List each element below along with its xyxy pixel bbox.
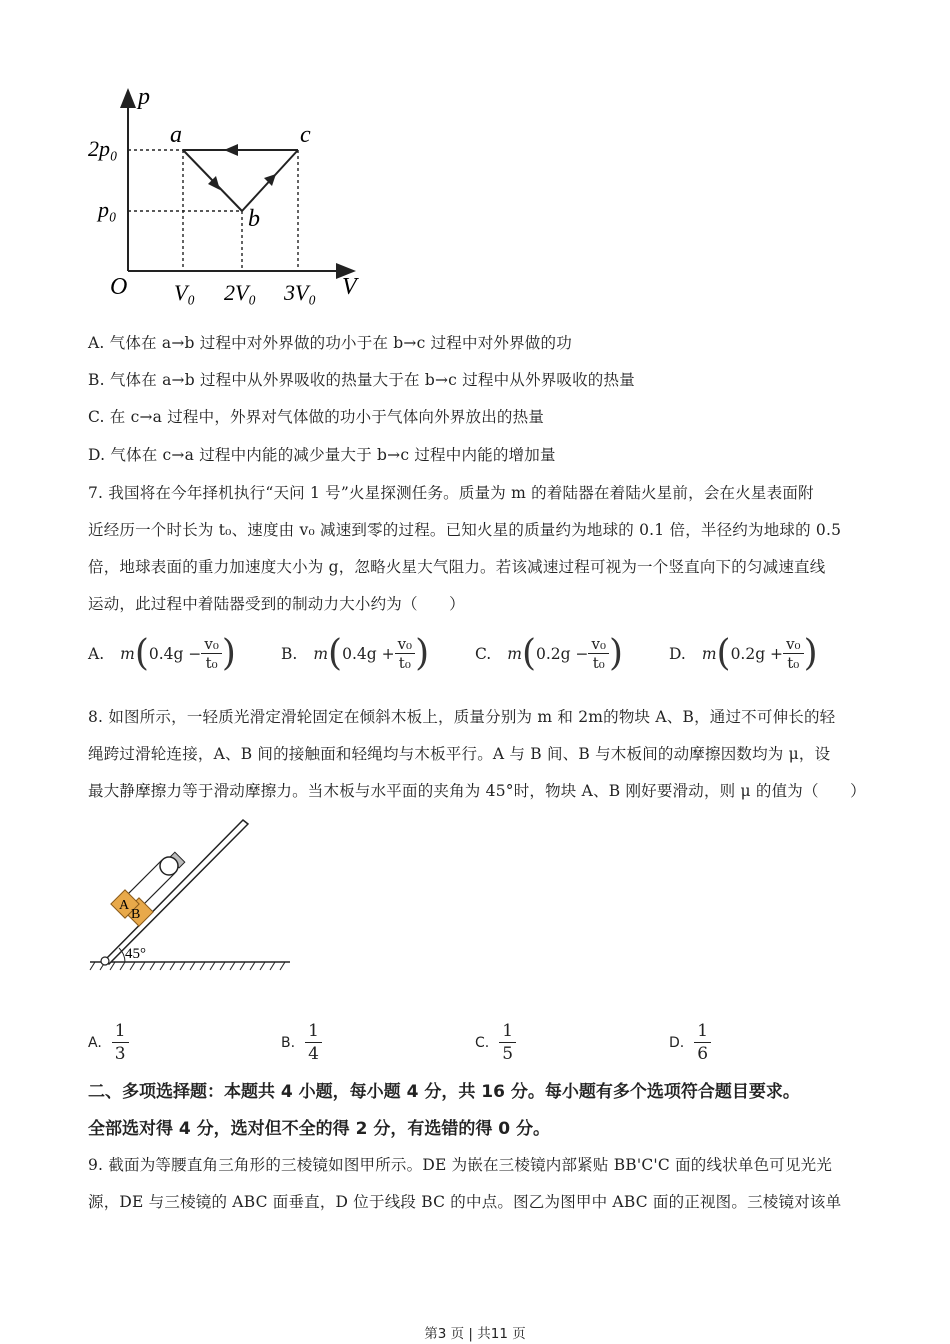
pulley-icon [160, 857, 178, 875]
dashed-guides [128, 150, 298, 271]
q7-option-a-fraction [201, 635, 222, 672]
fraction-numerator: 1 [112, 1020, 129, 1043]
fraction-denominator: 5 [502, 1044, 514, 1064]
q7-line-4: 运动，此过程中着陆器受到的制动力大小约为（ ） [88, 595, 465, 613]
label-v0: V₀ [174, 280, 196, 305]
point-a-label: a [170, 122, 182, 148]
fraction-denominator: t₀ [787, 654, 800, 672]
hinge-icon [101, 957, 109, 965]
q8-option-d-fraction [694, 1020, 711, 1065]
q7-option-b-fraction [395, 635, 416, 672]
fraction-numerator: 1 [305, 1020, 322, 1043]
fraction-denominator: 4 [308, 1044, 319, 1064]
q8-option-a-fraction [112, 1020, 129, 1065]
block-a-label: A [119, 898, 130, 913]
q7-option-a-m: m [120, 644, 135, 663]
q6-option-a: A. 气体在 a→b 过程中对外界做的功小于在 b→c 过程中对外界做的功 [88, 334, 572, 352]
angle-label: 45° [125, 946, 146, 962]
q8-option-c [475, 1020, 516, 1065]
label-3v0: 3V₀ [284, 280, 317, 305]
q7-option-c [475, 633, 623, 674]
pv-diagram [80, 80, 380, 310]
q7-option-d-expr: 0.2g + [730, 644, 784, 663]
right-paren-icon: ) [803, 633, 818, 674]
label-2p0: 2p₀ [88, 136, 118, 161]
q7-option-a-label: A. [88, 644, 105, 663]
q7-option-d [669, 633, 818, 674]
q8-option-a-label: A. [88, 1034, 102, 1051]
fraction-denominator: 3 [114, 1044, 126, 1064]
q8-option-c-label: C. [475, 1034, 490, 1051]
section-2-heading-line-1: 二、多项选择题：本题共 4 小题，每小题 4 分，共 16 分。每小题有多个选项符合题目要求。 [88, 1082, 800, 1102]
fraction-numerator: v₀ [201, 635, 222, 654]
incline-figure [85, 812, 300, 977]
q7-option-a [88, 633, 236, 674]
q7-option-d-fraction [783, 635, 804, 672]
fraction-numerator: 1 [499, 1020, 516, 1043]
left-paren-icon: ( [716, 633, 731, 674]
q7-option-a-expr: 0.4g − [148, 644, 202, 663]
q8-option-b-label: B. [281, 1034, 296, 1051]
point-c-label: c [300, 122, 311, 148]
q9-line-2: 源，DE 与三棱镜的 ABC 面垂直，D 位于线段 BC 的中点。图乙为图甲中 ABC 面的正视图。三棱镜对该单 [88, 1193, 842, 1211]
ground-hatching [90, 962, 285, 970]
q7-option-c-label: C. [475, 644, 492, 663]
q7-option-b [281, 633, 429, 674]
q7-option-c-expr: 0.2g − [535, 644, 589, 663]
left-paren-icon: ( [521, 633, 536, 674]
q7-option-b-expr: 0.4g + [342, 644, 395, 663]
q6-option-b: B. 气体在 a→b 过程中从外界吸收的热量大于在 b→c 过程中从外界吸收的热量 [88, 371, 635, 389]
right-paren-icon: ) [608, 633, 624, 674]
q6-option-d: D. 气体在 c→a 过程中内能的减少量大于 b→c 过程中内能的增加量 [88, 446, 556, 464]
fraction-numerator: v₀ [588, 635, 609, 654]
p-axis-label: p [138, 84, 150, 110]
q7-option-d-label: D. [669, 644, 686, 663]
q8-option-d [669, 1020, 711, 1065]
fraction-numerator: v₀ [783, 635, 804, 654]
q7-option-b-label: B. [281, 644, 298, 663]
section-2-heading-line-2: 全部选对得 4 分，选对但不全的得 2 分，有选错的得 0 分。 [88, 1119, 550, 1139]
q7-line-3: 倍，地球表面的重力加速度大小为 g，忽略火星大气阻力。若该减速过程可视为一个竖直向下的匀减速直线 [88, 558, 826, 576]
left-paren-icon: ( [134, 633, 149, 674]
q6-option-c: C. 在 c→a 过程中，外界对气体做的功小于气体向外界放出的热量 [88, 408, 545, 426]
fraction-numerator: 1 [694, 1020, 711, 1043]
block-b-label: B [131, 907, 141, 922]
q7-option-b-m: m [313, 644, 329, 663]
fraction-denominator: t₀ [205, 654, 218, 672]
label-p0: p₀ [98, 197, 117, 222]
arrow-c-to-a [224, 144, 238, 156]
left-paren-icon: ( [328, 633, 343, 674]
q8-option-d-label: D. [669, 1034, 685, 1051]
v-axis-label: V [342, 274, 357, 300]
page-footer: 第3 页 | 共11 页 [424, 1326, 526, 1342]
point-b-label: b [248, 206, 260, 232]
q8-option-b [281, 1020, 322, 1065]
q7-line-2: 近经历一个时长为 t₀、速度由 v₀ 减速到零的过程。已知火星的质量约为地球的 0.1 倍，半径约为地球的 0.5 [88, 521, 842, 539]
fraction-denominator: t₀ [398, 654, 411, 672]
label-2v0: 2V₀ [224, 280, 257, 305]
q8-line-1: 8. 如图所示，一轻质光滑定滑轮固定在倾斜木板上，质量分别为 m 和 2m的物块 A、B，通过不可伸长的轻 [88, 708, 836, 726]
right-paren-icon: ) [415, 633, 430, 674]
q8-option-b-fraction [305, 1020, 322, 1065]
q8-line-2: 绳跨过滑轮连接，A、B 间的接触面和轻绳均与木板平行。A 与 B 间、B 与木板间的动摩擦因数均为 μ，设 [88, 745, 831, 763]
q7-option-c-m: m [507, 644, 522, 663]
fraction-denominator: 6 [697, 1044, 709, 1064]
origin-label: O [110, 274, 128, 300]
fraction-numerator: v₀ [395, 635, 416, 654]
q8-option-c-fraction [499, 1020, 516, 1065]
q7-line-1: 7. 我国将在今年择机执行“天问 1 号”火星探测任务。质量为 m 的着陆器在着陆火星前，会在火星表面附 [88, 484, 814, 502]
cycle-path [183, 150, 298, 211]
q9-line-1: 9. 截面为等腰直角三角形的三棱镜如图甲所示。DE 为嵌在三棱镜内部紧贴 BB'C'C 面的线状单色可见光光 [88, 1156, 833, 1174]
q8-line-3: 最大静摩擦力等于滑动摩擦力。当木板与水平面的夹角为 45°时，物块 A、B 刚好要滑动，则 μ 的值为（ ） [88, 782, 866, 800]
fraction-denominator: t₀ [592, 654, 605, 672]
q8-option-a [88, 1020, 129, 1065]
q7-option-d-m: m [701, 644, 717, 663]
right-paren-icon: ) [221, 633, 236, 674]
q7-option-c-fraction [588, 635, 609, 672]
